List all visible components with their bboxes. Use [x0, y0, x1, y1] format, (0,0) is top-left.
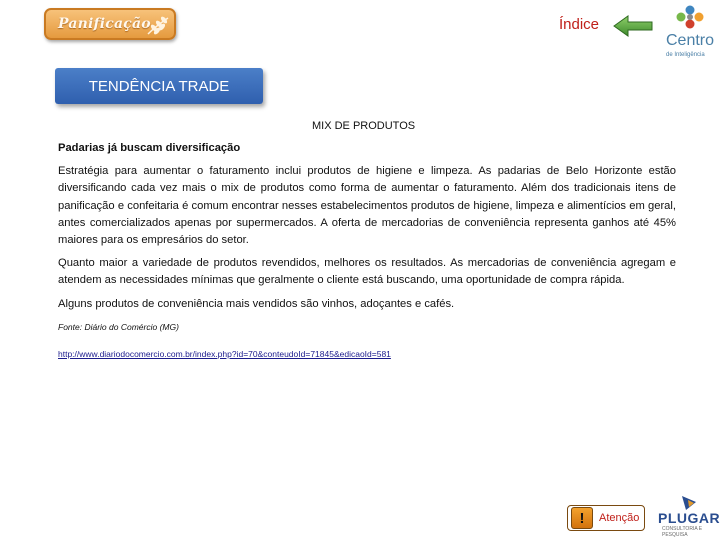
centro-logo-text: Centro: [666, 32, 715, 49]
centro-logo-subtext: de Inteligência: [666, 52, 705, 58]
plugar-logo-subtext: CONSULTORIA E PESQUISA: [662, 526, 703, 538]
panificacao-badge[interactable]: [44, 8, 176, 40]
article-paragraph: Estratégia para aumentar o faturamento inclui produtos de higiene e limpeza. As padarias de Belo Horizonte estão diversificando cada vez mais o mix de produtos como forma de aumentar o faturamento. Além dos tradicionais itens de panificação e confeitaria é comum encontrar nesses estabelecimentos produtos de higiene, limpeza e alimentícios em geral, antes comercializados apenas por supermercados. A oferta de mercadorias de conveniência representa ganhos até 45% maiores para os empresários do setor.: [58, 165, 676, 247]
article-paragraph: Quanto maior a variedade de produtos revendidos, melhores os resultados. As mercadorias de conveniência agregam e atendem as necessidades mínimas que geralmente o cliente está buscando, uma oportunidade de compra rápida.: [58, 257, 676, 287]
back-arrow-icon[interactable]: [612, 14, 656, 38]
brand-title: Panificação: [58, 16, 151, 32]
source-link[interactable]: http://www.diariodocomercio.com.br/index.php?id=70&conteudoId=71845&edicaoId=581: [58, 349, 391, 360]
article-paragraph: Alguns produtos de conveniência mais vendidos são vinhos, adoçantes e cafés.: [58, 297, 455, 310]
attention-button[interactable]: [567, 505, 645, 531]
section-banner-title: TENDÊNCIA TRADE: [88, 77, 230, 95]
wheat-icon: [144, 14, 172, 38]
article-subheading: Padarias já buscam diversificação: [58, 142, 241, 154]
source-citation: Fonte: Diário do Comércio (MG): [58, 321, 179, 332]
attention-label: Atenção: [599, 512, 640, 524]
mix-title: MIX DE PRODUTOS: [312, 120, 416, 132]
section-banner: [55, 68, 263, 104]
article-body: [58, 140, 676, 363]
index-link[interactable]: Índice: [559, 16, 600, 33]
plugar-logo-text: PLUGAR: [658, 510, 720, 526]
warning-icon: !: [571, 507, 593, 529]
